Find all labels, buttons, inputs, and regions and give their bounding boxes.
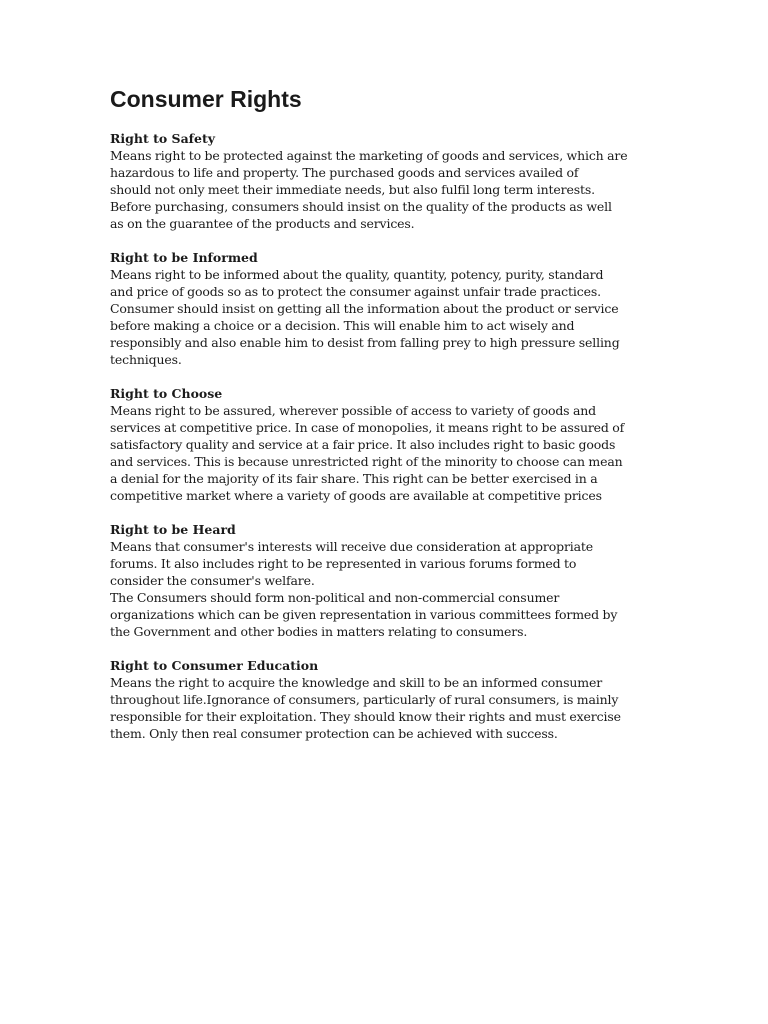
section-body	[110, 674, 660, 742]
body-line: should not only meet their immediate needs, but also fulfil long term interests.	[110, 182, 595, 197]
body-line: Means right to be protected against the marketing of goods and services, which are	[110, 148, 628, 163]
section-right-to-be-heard	[110, 521, 660, 640]
body-line: Consumer should insist on getting all the information about the product or service	[110, 301, 619, 316]
body-line: services at competitive price. In case of monopolies, it means right to be assured of	[110, 420, 625, 435]
section-heading: Right to Safety	[110, 131, 216, 146]
section-heading: Right to Consumer Education	[110, 658, 319, 673]
body-line: Means right to be informed about the quality, quantity, potency, purity, standard	[110, 267, 604, 282]
document-page	[110, 84, 660, 759]
body-line: responsible for their exploitation. They should know their rights and must exercise	[110, 709, 621, 724]
body-line: a denial for the majority of its fair share. This right can be better exercised in a	[110, 471, 598, 486]
body-line: competitive market where a variety of goods are available at competitive prices	[110, 488, 602, 503]
section-heading: Right to be Heard	[110, 522, 236, 537]
body-line: satisfactory quality and service at a fair price. It also includes right to basic goods	[110, 437, 616, 452]
section-body	[110, 402, 660, 504]
section-right-to-be-informed	[110, 249, 660, 368]
body-line: techniques.	[110, 352, 182, 367]
body-line: the Government and other bodies in matters relating to consumers.	[110, 624, 528, 639]
section-heading: Right to Choose	[110, 386, 223, 401]
body-line: them. Only then real consumer protection can be achieved with success.	[110, 726, 558, 741]
section-heading: Right to be Informed	[110, 250, 258, 265]
body-line: before making a choice or a decision. This will enable him to act wisely and	[110, 318, 575, 333]
body-line: responsibly and also enable him to desist from falling prey to high pressure selling	[110, 335, 620, 350]
body-line: The Consumers should form non-political and non-commercial consumer	[110, 590, 560, 605]
section-body	[110, 266, 660, 368]
body-line: and price of goods so as to protect the consumer against unfair trade practices.	[110, 284, 601, 299]
body-line: Means the right to acquire the knowledge and skill to be an informed consumer	[110, 675, 603, 690]
body-line: forums. It also includes right to be represented in various forums formed to	[110, 556, 577, 571]
body-line: and services. This is because unrestricted right of the minority to choose can mean	[110, 454, 623, 469]
section-body	[110, 147, 660, 232]
body-line: Means right to be assured, wherever possible of access to variety of goods and	[110, 403, 597, 418]
body-line: organizations which can be given representation in various committees formed by	[110, 607, 618, 622]
body-line: Before purchasing, consumers should insist on the quality of the products as well	[110, 199, 612, 214]
section-right-to-safety	[110, 130, 660, 232]
body-line: throughout life.Ignorance of consumers, particularly of rural consumers, is mainly	[110, 692, 619, 707]
body-line: Means that consumer's interests will receive due consideration at appropriate	[110, 539, 594, 554]
document-title: Consumer Rights	[110, 86, 302, 112]
section-right-to-consumer-education	[110, 657, 660, 742]
body-line: as on the guarantee of the products and services.	[110, 216, 415, 231]
body-line: consider the consumer's welfare.	[110, 573, 315, 588]
section-body	[110, 538, 660, 640]
section-right-to-choose	[110, 385, 660, 504]
body-line: hazardous to life and property. The purchased goods and services availed of	[110, 165, 579, 180]
